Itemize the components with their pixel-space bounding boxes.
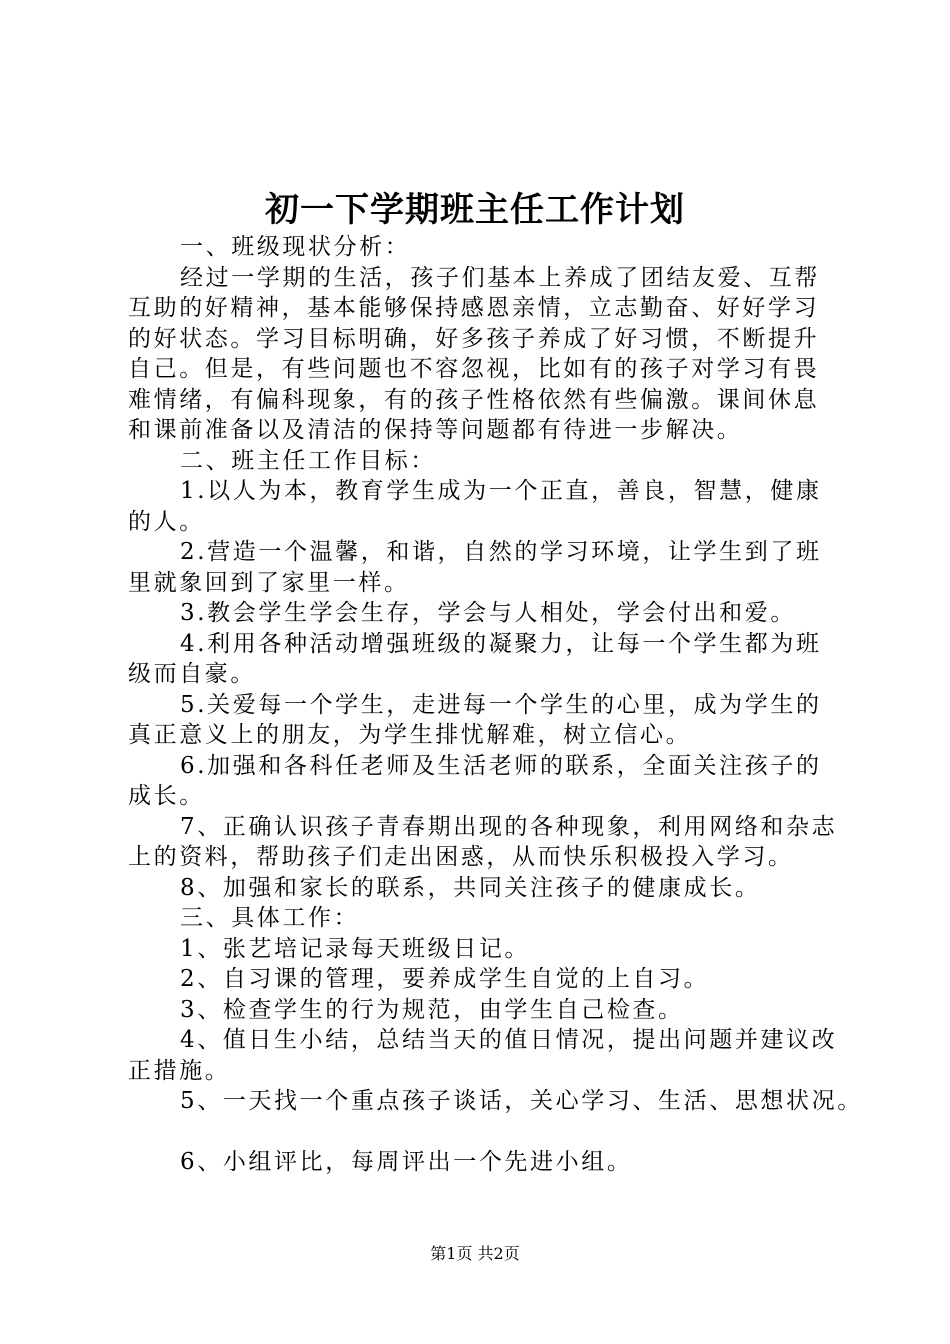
section-heading-work: 三、具体工作： xyxy=(180,905,360,931)
work-item: 4、值日生小结，总结当天的值日情况，提出问题并建议改 xyxy=(180,1027,838,1053)
blank-line xyxy=(128,1117,838,1148)
goal-item-continuation: 里就象回到了家里一样。 xyxy=(128,569,410,596)
paragraph-line: 自己。但是，有些问题也不容忽视，比如有的孩子对学习有畏 xyxy=(128,356,820,382)
paragraph-line: 的好状态。学习目标明确，好多孩子养成了好习惯，不断提升 xyxy=(128,325,820,352)
goal-item: 5.关爱每一个学生，走进每一个学生的心里，成为学生的 xyxy=(180,691,822,718)
work-item: 2、自习课的管理，要养成学生自觉的上自习。 xyxy=(180,966,710,992)
goal-item: 7、正确认识孩子青春期出现的各种现象，利用网络和杂志 xyxy=(180,813,838,840)
goal-item-continuation: 级而自豪。 xyxy=(128,661,256,687)
goal-item-continuation: 的人。 xyxy=(128,508,205,535)
work-item: 1、张艺培记录每天班级日记。 xyxy=(180,935,531,962)
goal-item-continuation: 真正意义上的朋友，为学生排忧解难，树立信心。 xyxy=(128,722,692,748)
section-heading-status: 一、班级现状分析： xyxy=(180,234,411,260)
section-heading-goals: 二、班主任工作目标： xyxy=(180,447,436,474)
goal-item: 4.利用各种活动增强班级的凝聚力，让每一个学生都为班 xyxy=(180,630,822,657)
paragraph-line: 难情绪，有偏科现象，有的孩子性格依然有些偏激。课间休息 xyxy=(128,386,820,413)
work-item-continuation: 正措施。 xyxy=(128,1057,231,1084)
goal-item: 3.教会学生学会生存，学会与人相处，学会付出和爱。 xyxy=(180,600,796,626)
work-item: 5、一天找一个重点孩子谈话，关心学习、生活、思想状况。 xyxy=(180,1088,863,1114)
page-footer: 第1页 共2页 xyxy=(430,1244,520,1263)
goal-item: 1.以人为本，教育学生成为一个正直，善良，智慧，健康 xyxy=(180,478,822,504)
paragraph-line: 和课前准备以及清洁的保持等问题都有待进一步解决。 xyxy=(128,417,743,443)
goal-item-continuation: 成长。 xyxy=(128,783,205,809)
work-item: 3、检查学生的行为规范，由学生自己检查。 xyxy=(180,996,684,1023)
paragraph-line: 互助的好精神，基本能够保持感恩亲情，立志勤奋、好好学习 xyxy=(128,295,820,321)
paragraph-line: 经过一学期的生活，孩子们基本上养成了团结友爱、互帮 xyxy=(180,264,820,291)
goal-item: 6.加强和各科任老师及生活老师的联系，全面关注孩子的 xyxy=(180,752,822,779)
goal-item: 8、加强和家长的联系，共同关注孩子的健康成长。 xyxy=(180,874,761,901)
goal-item: 2.营造一个温馨，和谐，自然的学习环境，让学生到了班 xyxy=(180,539,822,565)
goal-item-continuation: 上的资料，帮助孩子们走出困惑，从而快乐积极投入学习。 xyxy=(128,844,794,870)
document-body xyxy=(128,232,863,1178)
document-title: 初一下学期班主任工作计划 xyxy=(265,190,685,230)
work-item: 6、小组评比，每周评出一个先进小组。 xyxy=(180,1149,633,1175)
